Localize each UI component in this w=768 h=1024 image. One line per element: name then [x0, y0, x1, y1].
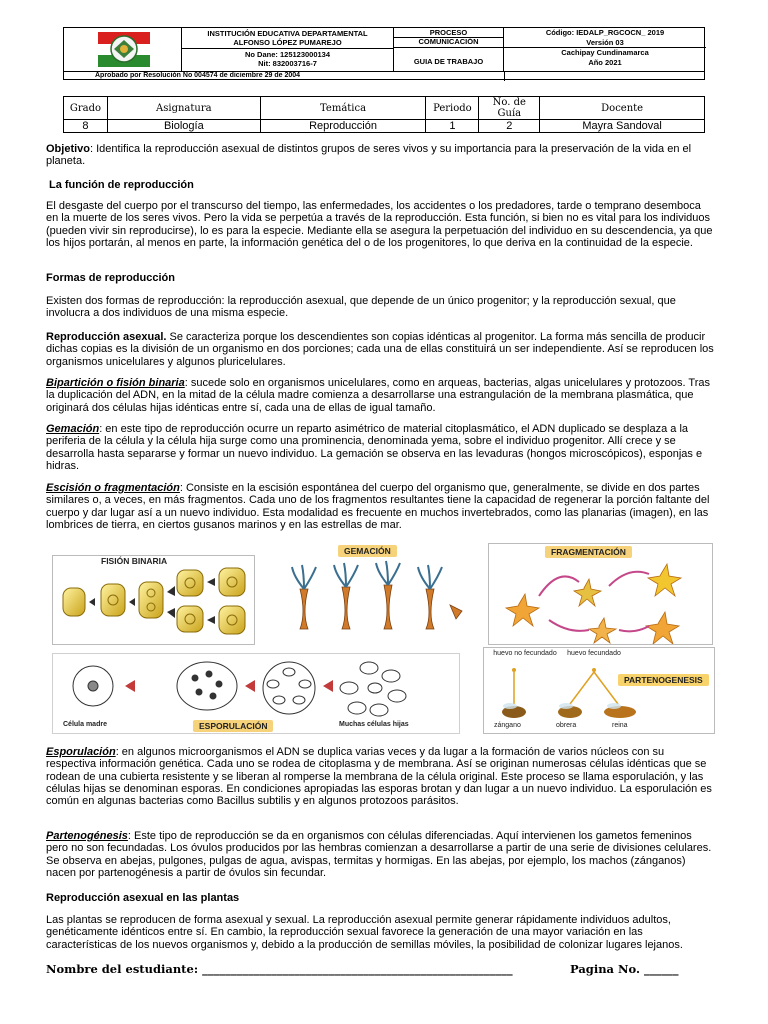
value-guia: 2: [479, 120, 540, 133]
code-cell: [504, 28, 706, 71]
document-code: Código: IEDALP_RGCOCN_ 2019: [545, 28, 665, 37]
esporulacion-label: Esporulación: [46, 746, 116, 758]
document-location: Cachipay Cundinamarca: [561, 48, 649, 57]
asexual-text: Se caracteriza porque los descendientes son copias idénticas al progenitor. La forma más sencilla de producir dichas copias es la división de un organismo en dos porciones; cada una de ellas constituirá un ser independiente. Así se reproducen los organismos unicelulares y algunos pluricelulares.: [46, 331, 714, 368]
document-header: [63, 27, 705, 80]
page-number-field[interactable]: Pagina No. ______: [570, 962, 679, 976]
biparticion-text: : sucede solo en organismos unicelulares, como en arqueas, bacterias, algas unicelulares y protozoos. Tras la duplicación del ADN, en la mitad de la célula madre comienza a desarrollarse una estrangulación de la membrana plasmática, que originará dos células hijas idénticas entre sí, cada una de ellas de igual tamaño.: [46, 377, 710, 414]
value-tematica: Reproducción: [260, 120, 426, 133]
asexual-label: Reproducción asexual.: [46, 331, 167, 343]
partenogenesis-term: Partenogénesis: [46, 830, 128, 842]
reina-label: reina: [612, 722, 628, 729]
nit-number: Nit: 832003716-7: [258, 59, 317, 68]
paragraph-function: El desgaste del cuerpo por el transcurso del tiempo, las enfermedades, los accidentes o los predadores, tarde o temprano desemboca en la muerte de los seres vivos. Pero la vida se perpetúa a través de la reproducción. Esta función, si bien no es vital para los individuos (pueden vivir sin reproducirse), lo es para la especie. Mediante ella se asegura la perpetuación del individuo en su descendencia, ya que los hijos portarán, al menos en parte, la información genética del o de los progenitores, lo que deriva en la continuidad de la especie.: [46, 200, 713, 249]
approval-text: Aprobado por Resolución No 004574 de diciembre 29 de 2004: [95, 72, 301, 79]
header-docente: Docente: [540, 97, 705, 120]
institution-name-2: ALFONSO LÓPEZ PUMAREJO: [233, 38, 342, 47]
logo-cell: [64, 28, 182, 71]
gemacion-fig-label: GEMACIÓN: [338, 545, 397, 557]
fig-fision-binaria: [52, 555, 255, 645]
fragmentacion-label: FRAGMENTACIÓN: [545, 546, 632, 558]
esporulacion-text: : en algunos microorganismos el ADN se duplica varias veces y da lugar a la formación de varios núcleos con su respectiva información genética. Cada uno se rodea de citoplasma y de membrana. Así se originan numerosas células idénticas que se rodean de una cubierta resistente y se liberan al romperse la membrana de la célula original. Este proceso se llama esporulación, y las células hijas se denominan esporas. En condiciones apropiadas las esporas brotan y dan lugar a un nuevo individuo. La esporulación es común en algunas bacterias como Bacillus subtilis y en algunos protozoos parásitos.: [46, 746, 712, 808]
partenogenesis-label: PARTENOGENESIS: [618, 674, 709, 686]
paragraph-forms: Existen dos formas de reproducción: la reproducción asexual, que depende de un único progenitor; y la reproducción sexual, que involucra a dos individuos de una misma especie.: [46, 295, 676, 320]
process-value: COMUNICACIÓN: [418, 37, 479, 46]
course-info-table: [63, 96, 705, 133]
gemacion-text: : en este tipo de reproducción ocurre un reparto asimétrico de material citoplasmático, el ADN duplicado se desplaza a la periferia de la célula y la célula hija surge como una prominencia, denominada yema, sobre el individuo progenitor. Allí crece y se desarrolla hasta separarse y formar un nuevo individuo. La gemación se observa en las levaduras (hongos microscópicos), esponjas e hidras.: [46, 423, 703, 472]
header-guia: No. de Guía: [479, 97, 540, 120]
document-year: Año 2021: [588, 58, 622, 67]
value-asignatura: Biología: [107, 120, 260, 133]
paragraph-biparticion: [46, 377, 714, 414]
section2-title: Formas de reproducción: [46, 272, 175, 284]
course-table-row: [64, 120, 705, 133]
paragraph-escision: [46, 482, 714, 531]
document-version: Versión 03: [586, 38, 624, 47]
fision-label: FISIÓN BINARIA: [95, 555, 173, 567]
celula-madre-label: Célula madre: [63, 721, 107, 728]
obrera-label: obrera: [556, 722, 577, 729]
objective-label: Objetivo: [46, 143, 91, 155]
huevo-no-label: huevo no fecundado: [493, 650, 557, 657]
process-label: PROCESO: [429, 28, 468, 37]
school-logo-icon: [98, 32, 150, 67]
paragraph-asexual: [46, 331, 714, 368]
paragraph-plants: Las plantas se reproducen de forma asexual y sexual. La reproducción asexual permite generar rápidamente individuos adultos, genéticamente idénticos entre sí. En cambio, la reproducción sexual favorece la generación de una mayor variación en las características de los nuevos organismos y, debido a la producción de semillas móviles, la posibilidad de colonizar lugares lejanos.: [46, 914, 683, 951]
section1-title: La función de reproducción: [49, 179, 194, 191]
muchas-celulas-label: Muchas células hijas: [339, 721, 409, 728]
section-title-plants: [46, 892, 714, 904]
fig-esporulacion: [52, 653, 460, 734]
objective-paragraph: [46, 143, 714, 168]
hydra-icon: [264, 543, 478, 645]
header-grado: Grado: [64, 97, 108, 120]
zangano-label: zángano: [494, 722, 521, 729]
paragraph-partenogenesis: [46, 830, 714, 879]
approval-row: [64, 71, 704, 80]
escision-label: Escisión o fragmentación: [46, 482, 180, 494]
paragraph-esporulacion: [46, 746, 714, 807]
process-cell: [394, 28, 504, 71]
huevo-si-label: huevo fecundado: [567, 650, 621, 657]
section-title-function: [49, 179, 717, 191]
header-tematica: Temática: [260, 97, 426, 120]
value-periodo: 1: [426, 120, 479, 133]
biparticion-label: Bipartición o fisión binaria: [46, 377, 185, 389]
fision-cells-icon: [53, 556, 255, 645]
value-docente: Mayra Sandoval: [540, 120, 705, 133]
institution-cell: [182, 28, 394, 71]
escision-text: : Consiste en la escisión espontánea del cuerpo del organismo que, generalmente, se divide en dos partes similares o, a veces, en más fragmentos. Cada uno de los fragmentos resultantes tiene la capacidad de regenerar la porción faltante del cuerpo y dar lugar así a un nuevo individuo. Esta modalidad es frecuente en muchos invertebrados, como las planarias (imagen), en las lombrices de tierra, en ciertos gusanos marinos y en las estrellas de mar.: [46, 482, 710, 531]
gemacion-label: Gemación: [46, 423, 100, 435]
fig-fragmentacion: [488, 543, 713, 645]
header-periodo: Periodo: [426, 97, 479, 120]
objective-text: : Identifica la reproducción asexual de distintos grupos de seres vivos y su importancia para la preservación de la vida en el planeta.: [46, 143, 692, 168]
fig-partenogenesis: [483, 647, 715, 734]
institution-name-1: INSTITUCIÓN EDUCATIVA DEPARTAMENTAL: [207, 29, 368, 38]
student-name-field[interactable]: Nombre del estudiante: ______________________________________________________: [46, 962, 513, 976]
guide-label: GUIA DE TRABAJO: [413, 57, 484, 66]
esporulacion-fig-label: ESPORULACIÓN: [193, 720, 273, 732]
plants-title: Reproducción asexual en las plantas: [46, 892, 240, 904]
dane-number: No Dane: 125123000134: [244, 50, 331, 59]
partenogenesis-text: : Este tipo de reproducción se da en organismos con células diferenciadas. Aquí intervienen los gametos femeninos pero no son fecundadas. Los óvulos producidos por las hembras comienzan a desarrollarse a partir de una serie de divisiones celulares. Se observa en abejas, pulgones, pulgas de agua, avispas, termitas y hormigas. En las abejas, por ejemplo, los machos (zánganos) nacen por partenogénesis a partir de óvulos sin fecundar.: [46, 830, 712, 879]
fig-gemacion: [264, 543, 478, 645]
paragraph-gemacion: [46, 423, 714, 472]
section-title-forms: [46, 272, 714, 284]
value-grado: 8: [64, 120, 108, 133]
header-asignatura: Asignatura: [107, 97, 260, 120]
starfish-icon: [489, 544, 713, 645]
course-table-header: [64, 97, 705, 120]
